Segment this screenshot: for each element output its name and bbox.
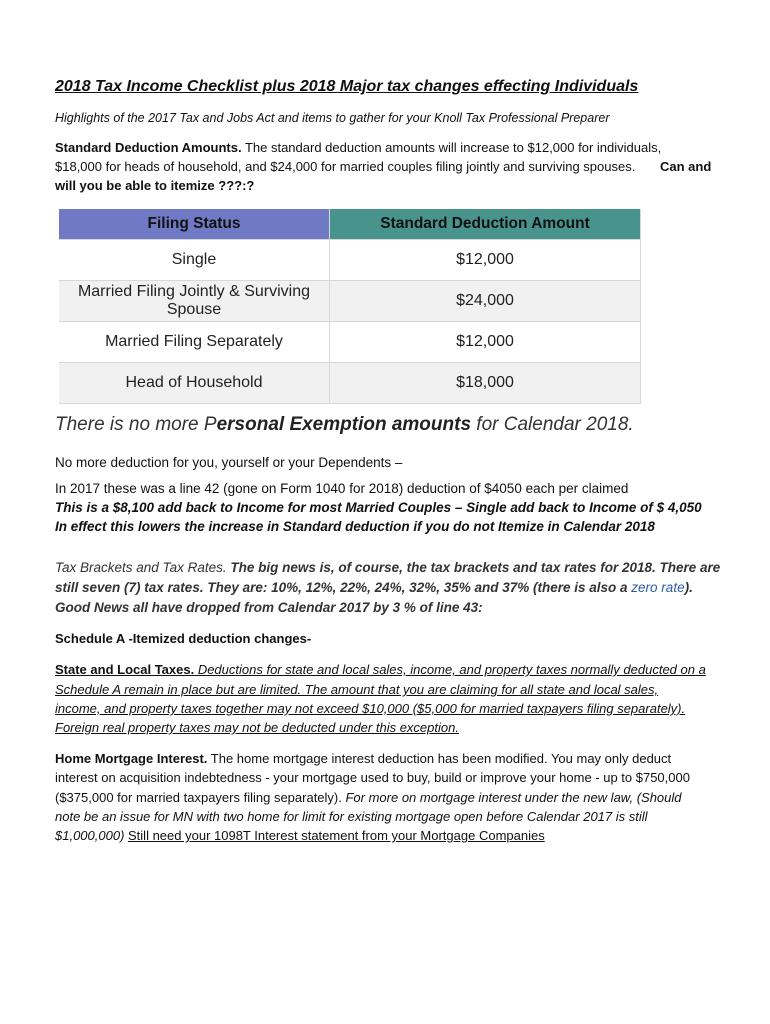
mortgage-note-start: For more on mortgage interest under the new law, (Should bbox=[345, 790, 682, 805]
schedule-a-heading: Schedule A -Itemized deduction changes- bbox=[55, 631, 312, 646]
salt-line-1 bbox=[55, 662, 706, 678]
brackets-text-2-end: ). bbox=[684, 580, 693, 595]
mortgage-note-end: $1,000,000) bbox=[55, 828, 129, 843]
brackets-heading: Tax Brackets and Tax Rates. bbox=[55, 560, 227, 575]
exemption-heading-part-2: ersonal Exemption amounts bbox=[216, 414, 472, 435]
std-deduction-heading: Standard Deduction Amounts. bbox=[55, 140, 242, 155]
table-row bbox=[59, 322, 641, 363]
table-cell-amount: $12,000 bbox=[330, 240, 641, 281]
mortgage-line-1 bbox=[55, 751, 671, 767]
mortgage-statement-reminder: Still need your 1098T Interest statement from your Mortgage Companies bbox=[128, 828, 545, 843]
mortgage-text-1: The home mortgage interest deduction has been modified. You may only deduct bbox=[207, 751, 672, 766]
std-deduction-line-2 bbox=[55, 159, 712, 175]
std-deduction-line-1 bbox=[55, 140, 661, 156]
exemption-line-1: No more deduction for you, yourself or your Dependents – bbox=[55, 455, 403, 470]
table-cell-amount: $18,000 bbox=[330, 363, 641, 404]
page-title: 2018 Tax Income Checklist plus 2018 Major tax changes effecting Individuals bbox=[55, 78, 639, 95]
salt-line-4: Foreign real property taxes may not be deducted under this exception. bbox=[55, 720, 459, 735]
brackets-line-1 bbox=[55, 560, 720, 576]
mortgage-line-2: interest on acquisition indebtedness - your mortgage used to buy, build or improve your home - up to $750,000 bbox=[55, 770, 690, 785]
salt-line-2: Schedule A remain in place but are limited. The amount that you are claiming for all state and local sales, bbox=[55, 682, 659, 697]
salt-line-3: income, and property taxes together may not exceed $10,000 ($5,000 for married taxpayers filing separately). bbox=[55, 701, 686, 716]
std-deduction-question-end: will you be able to itemize ???:? bbox=[55, 178, 255, 193]
mortgage-text-3: ($375,000 for married taxpayers filing separately). bbox=[55, 790, 346, 805]
mortgage-heading: Home Mortgage Interest. bbox=[55, 751, 208, 766]
table-cell-amount: $24,000 bbox=[330, 281, 641, 322]
standard-deduction-table bbox=[59, 209, 641, 404]
table-row bbox=[59, 240, 641, 281]
exemption-heading-part-3: for Calendar 2018. bbox=[471, 414, 634, 435]
table-cell-status: Single bbox=[59, 240, 330, 281]
exemption-line-3: This is a $8,100 add back to Income for most Married Couples – Single add back to Income of $ 4,050 bbox=[55, 500, 702, 515]
table-header-filing-status: Filing Status bbox=[59, 209, 330, 240]
table-header-deduction-amount: Standard Deduction Amount bbox=[330, 209, 641, 240]
zero-rate-link[interactable]: zero rate bbox=[631, 580, 685, 595]
mortgage-line-5 bbox=[55, 828, 545, 844]
mortgage-line-3 bbox=[55, 790, 682, 806]
brackets-line-3: Good News all have dropped from Calendar 2017 by 3 % of line 43: bbox=[55, 600, 483, 615]
personal-exemption-heading bbox=[55, 413, 634, 437]
table-cell-status: Married Filing Separately bbox=[59, 322, 330, 363]
salt-text-1: Deductions for state and local sales, income, and property taxes normally deducted on a bbox=[194, 662, 706, 677]
table-row bbox=[59, 281, 641, 322]
std-deduction-text-2: $18,000 for heads of household, and $24,000 for married couples filing jointly and surviving spouses. bbox=[55, 159, 636, 174]
exemption-line-2: In 2017 these was a line 42 (gone on Form 1040 for 2018) deduction of $4050 each per claimed bbox=[55, 481, 629, 496]
std-deduction-text-1: The standard deduction amounts will increase to $12,000 for individuals, bbox=[241, 140, 662, 155]
mortgage-line-4: note be an issue for MN with two home for limit for existing mortgage open before Calendar 2017 is still bbox=[55, 809, 648, 824]
table-cell-amount: $12,000 bbox=[330, 322, 641, 363]
exemption-heading-part-1: There is no more P bbox=[55, 414, 217, 435]
brackets-text-2: still seven (7) tax rates. They are: 10%, 12%, 22%, 24%, 32%, 35% and 37% (there is also a bbox=[55, 580, 632, 595]
brackets-line-2 bbox=[55, 580, 693, 596]
page-subtitle: Highlights of the 2017 Tax and Jobs Act and items to gather for your Knoll Tax Professional Preparer bbox=[55, 111, 610, 125]
exemption-line-4: In effect this lowers the increase in Standard deduction if you do not Itemize in Calendar 2018 bbox=[55, 519, 655, 534]
brackets-text-1: The big news is, of course, the tax brackets and tax rates for 2018. There are bbox=[226, 560, 721, 575]
table-cell-status: Married Filing Jointly & Surviving Spouse bbox=[59, 281, 330, 322]
table-row bbox=[59, 363, 641, 404]
salt-heading: State and Local Taxes. bbox=[55, 662, 195, 677]
table-cell-status: Head of Household bbox=[59, 363, 330, 404]
std-deduction-question-start: Can and bbox=[660, 159, 712, 174]
